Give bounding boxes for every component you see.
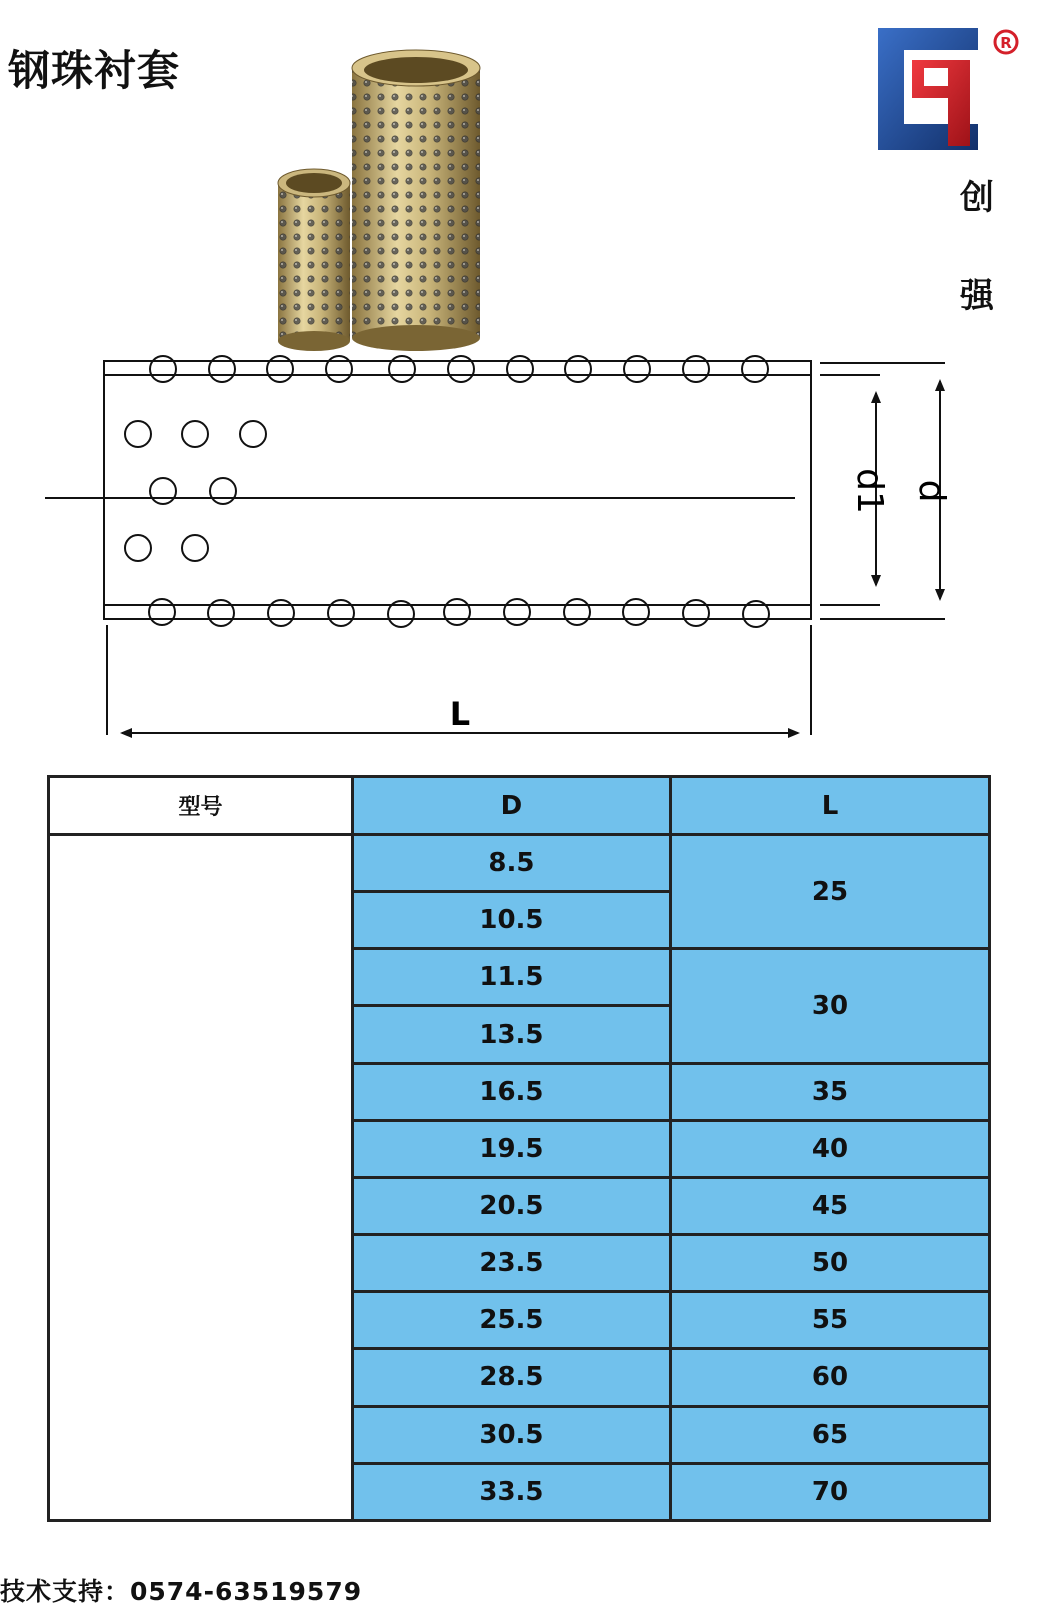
cell-L: 65 <box>670 1406 989 1463</box>
cell-L: 30 <box>670 949 989 1063</box>
dimension-L-label: L <box>449 695 471 733</box>
technical-drawing <box>40 355 980 770</box>
cell-D: 30.5 <box>352 1406 670 1463</box>
cell-L: 40 <box>670 1120 989 1177</box>
cell-L: 35 <box>670 1063 989 1120</box>
cell-D: 10.5 <box>352 892 670 949</box>
table-row <box>49 835 990 892</box>
brand-char-1: 创 <box>960 178 994 218</box>
table-header-row <box>49 777 990 835</box>
cell-D: 28.5 <box>352 1349 670 1406</box>
header-model: 型号 <box>49 777 353 835</box>
tech-support-footer: 技术支持：0574-63519579 <box>0 1577 363 1606</box>
dimension-d-label: d <box>911 479 952 503</box>
cell-L: 55 <box>670 1292 989 1349</box>
brand-logo <box>878 28 1048 158</box>
model-cell <box>49 835 353 1521</box>
cell-D: 19.5 <box>352 1120 670 1177</box>
cell-D: 11.5 <box>352 949 670 1006</box>
cell-L: 25 <box>670 835 989 949</box>
dimension-d1-label: d1 <box>849 468 890 514</box>
svg-text:R: R <box>1000 34 1012 52</box>
page-title: 钢珠衬套 <box>8 46 181 95</box>
cell-L: 60 <box>670 1349 989 1406</box>
product-photo <box>276 48 506 358</box>
cell-D: 20.5 <box>352 1177 670 1234</box>
cell-D: 23.5 <box>352 1235 670 1292</box>
cell-D: 16.5 <box>352 1063 670 1120</box>
cell-D: 8.5 <box>352 835 670 892</box>
brand-char-2: 强 <box>960 276 994 316</box>
cell-L: 70 <box>670 1463 989 1520</box>
cell-L: 45 <box>670 1177 989 1234</box>
cell-D: 13.5 <box>352 1006 670 1063</box>
spec-table <box>47 775 991 1522</box>
header-D: D <box>352 777 670 835</box>
cell-D: 25.5 <box>352 1292 670 1349</box>
cell-D: 33.5 <box>352 1463 670 1520</box>
header-L: L <box>670 777 989 835</box>
cell-L: 50 <box>670 1235 989 1292</box>
